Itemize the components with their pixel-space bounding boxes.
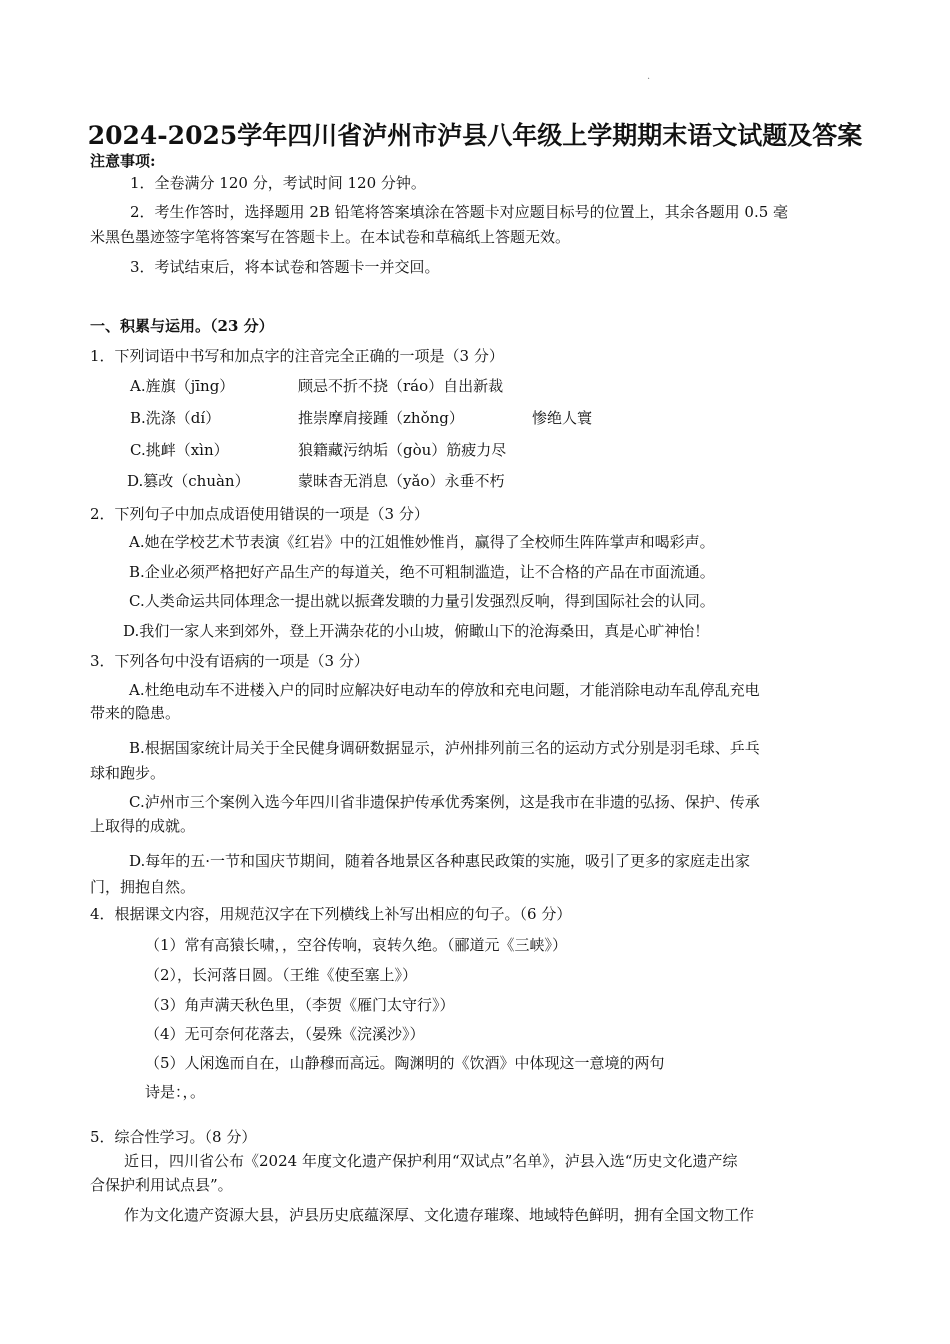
- q2-option-d: D.我们一家人来到郊外，登上开满杂花的小山坡，俯瞰山下的沧海桑田，真是心旷神怡！: [123, 622, 710, 640]
- q4-line-5: （5）人闲逸而自在，山静穆而高远。陶渊明的《饮酒》中体现这一意境的两句: [145, 1054, 665, 1072]
- q3-option-d: D.每年的五·一节和国庆节期间，随着各地景区各种惠民政策的实施，吸引了更多的家庭走出家: [129, 852, 751, 870]
- q3-option-b-cont: 球和跑步。: [90, 764, 166, 782]
- q2-stem: 2．下列句子中加点成语使用错误的一项是（3 分）: [90, 505, 429, 523]
- notice-heading: 注意事项:: [90, 152, 156, 170]
- notice-item-3: 3．考试结束后，将本试卷和答题卡一并交回。: [130, 258, 440, 276]
- q5-paragraph-1-cont: 合保护利用试点县”。: [90, 1176, 233, 1194]
- section-heading: 一、积累与运用。（23 分）: [90, 317, 274, 335]
- notice-item-2-cont: 米黑色墨迹签字笔将答案写在答题卡上。在本试卷和草稿纸上答题无效。: [90, 228, 571, 246]
- q4-line-6: 诗是：，。: [145, 1083, 206, 1101]
- q1-option-a-words: 顾忌不折不挠（ráo）自出新裁: [298, 377, 504, 395]
- q5-paragraph-2: 作为文化遗产资源大县，泸县历史底蕴深厚、文化遗存璀璨、地域特色鲜明，拥有全国文物工作: [124, 1206, 755, 1224]
- q1-option-c-words: 狼籍藏污纳垢（gòu）筋疲力尽: [298, 441, 507, 459]
- q1-stem: 1．下列词语中书写和加点字的注音完全正确的一项是（3 分）: [90, 347, 504, 365]
- q1-option-b-extra: 惨绝人寰: [532, 409, 593, 427]
- q1-option-d-words: 蒙昧杳无消息（yǎo）永垂不朽: [298, 472, 505, 490]
- q4-line-2: （2），长河落日圆。（王维《使至塞上》）: [145, 966, 418, 984]
- page-title: 2024-2025学年四川省泸州市泸县八年级上学期期末语文试题及答案: [87, 121, 863, 150]
- q2-option-b: B.企业必须严格把好产品生产的每道关，绝不可粗制滥造，让不合格的产品在市面流通。: [129, 563, 715, 581]
- q3-option-a: A.杜绝电动车不进楼入户的同时应解决好电动车的停放和充电问题，才能消除电动车乱停乱充电: [129, 681, 760, 699]
- notice-item-2: 2．考生作答时，选择题用 2B 铅笔将答案填涂在答题卡对应题目标号的位置上，其余各题用 0.5 毫: [130, 203, 789, 221]
- q5-paragraph-1: 近日，四川省公布《2024 年度文化遗产保护利用“双试点”名单》，泸县入选“历史文化遗产综: [124, 1152, 738, 1170]
- q1-option-b-words: 推崇摩肩接踵（zhǒng）: [298, 409, 464, 427]
- q3-option-a-cont: 带来的隐患。: [90, 704, 181, 722]
- q1-option-b: B.洗涤（dí）: [130, 409, 221, 427]
- q3-option-b: B.根据国家统计局关于全民健身调研数据显示，泸州排列前三名的运动方式分别是羽毛球、乒乓: [129, 739, 760, 757]
- q3-option-c: C.泸州市三个案例入选今年四川省非遗保护传承优秀案例，这是我市在非遗的弘扬、保护、传承: [129, 793, 760, 811]
- q1-option-c: C.挑衅（xìn）: [130, 441, 229, 459]
- q1-option-d: D.篡改（chuàn）: [127, 472, 250, 490]
- q4-line-4: （4）无可奈何花落去，（晏殊《浣溪沙》）: [145, 1025, 425, 1043]
- q3-option-d-cont: 门，拥抱自然。: [90, 878, 196, 896]
- q2-option-a: A.她在学校艺术节表演《红岩》中的江姐惟妙惟肖，赢得了全校师生阵阵掌声和喝彩声。: [129, 533, 715, 551]
- q5-stem: 5．综合性学习。（8 分）: [90, 1128, 257, 1146]
- q4-stem: 4．根据课文内容，用规范汉字在下列横线上补写出相应的句子。（6 分）: [90, 905, 572, 923]
- q4-line-1: （1）常有高猿长啸，，空谷传响，哀转久绝。（郦道元《三峡》）: [145, 936, 568, 954]
- q1-option-a: A.旌旗（jīng）: [130, 377, 235, 395]
- q3-stem: 3．下列各句中没有语病的一项是（3 分）: [90, 652, 369, 670]
- notice-item-1: 1．全卷满分 120 分，考试时间 120 分钟。: [130, 174, 426, 192]
- corner-mark: ·: [647, 74, 651, 85]
- q4-line-3: （3）角声满天秋色里，（李贺《雁门太守行》）: [145, 996, 455, 1014]
- q3-option-c-cont: 上取得的成就。: [90, 817, 196, 835]
- q2-option-c: C.人类命运共同体理念一提出就以振聋发聩的力量引发强烈反响，得到国际社会的认同。: [129, 592, 715, 610]
